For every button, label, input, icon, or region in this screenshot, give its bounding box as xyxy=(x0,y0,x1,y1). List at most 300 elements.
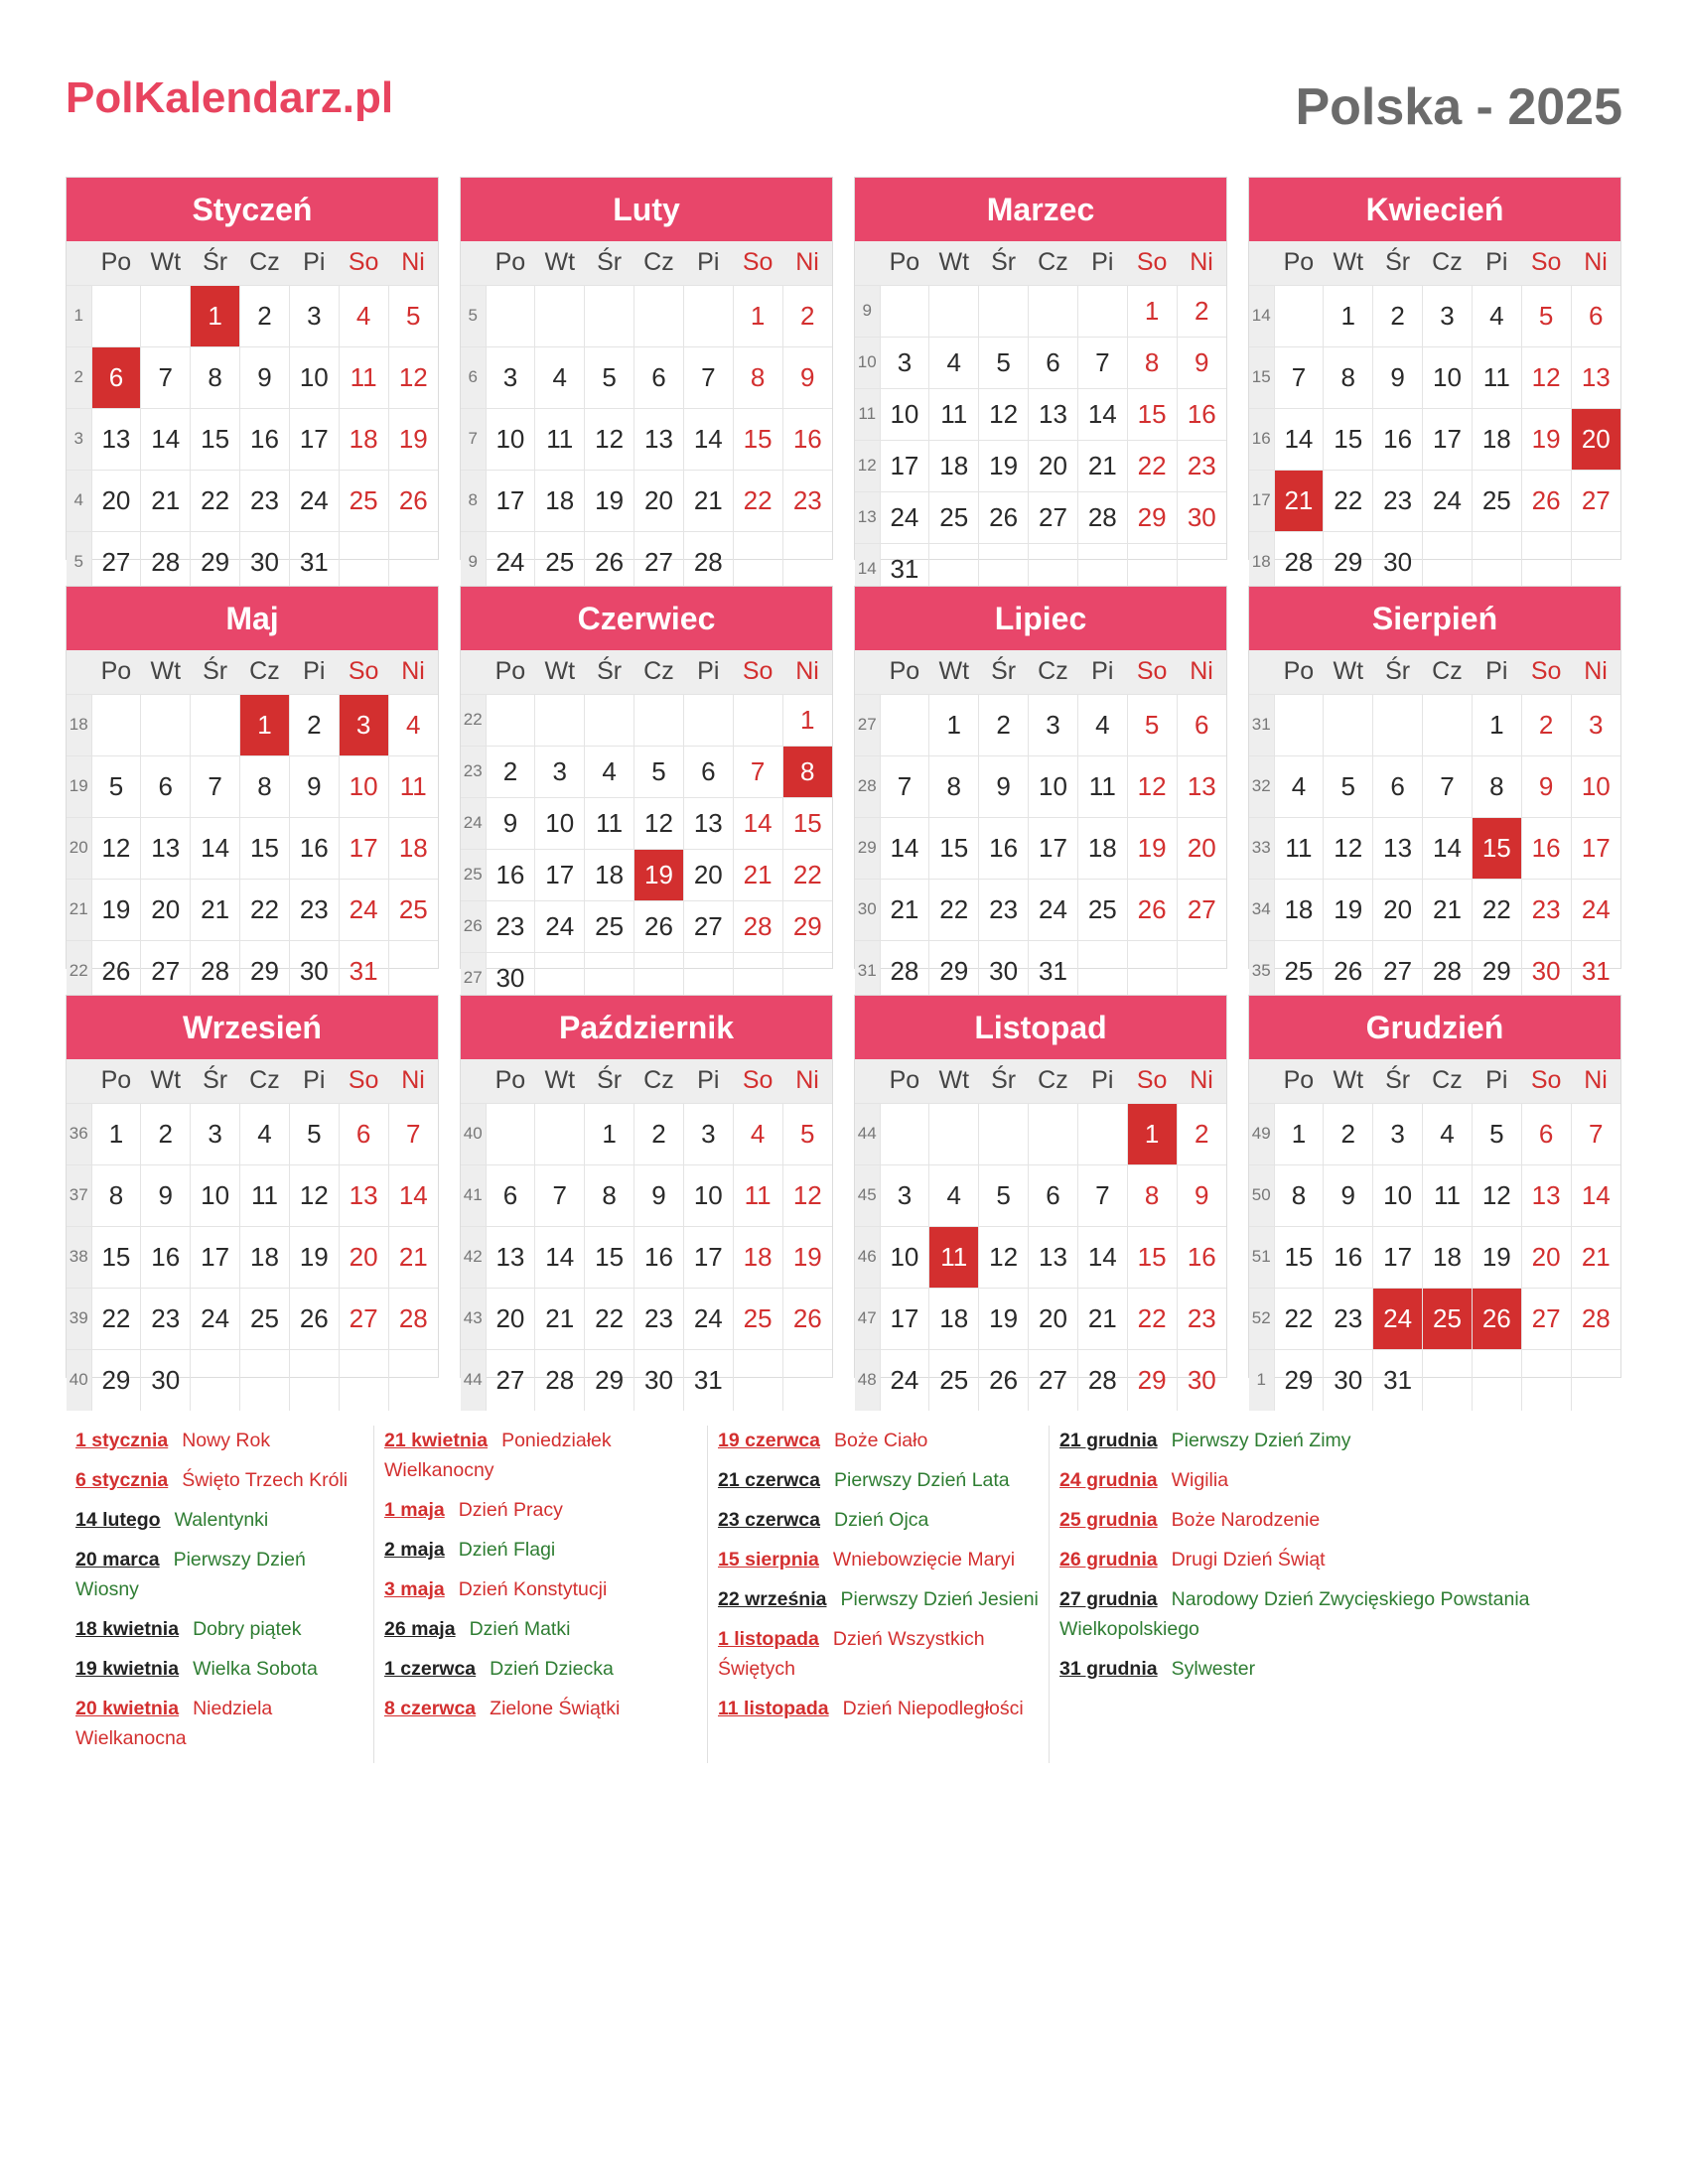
empty-day-cell xyxy=(1274,694,1324,755)
week-number: 20 xyxy=(67,817,91,879)
day-cell: 28 xyxy=(1571,1288,1620,1349)
week-number: 47 xyxy=(855,1288,880,1349)
day-cell: 19 xyxy=(289,1226,339,1288)
day-cell: 30 xyxy=(240,531,290,593)
week-row xyxy=(67,346,438,408)
week-number-header xyxy=(461,650,486,694)
day-cell: 11 xyxy=(1472,346,1521,408)
day-cell: 15 xyxy=(585,1226,634,1288)
day-cell: 13 xyxy=(1177,755,1226,817)
day-cell: 28 xyxy=(1423,940,1473,1002)
week-row xyxy=(1249,694,1620,755)
week-number: 5 xyxy=(461,285,486,346)
holiday-name: Dzień Wszystkich Świętych xyxy=(718,1628,985,1680)
weekday-label: Wt xyxy=(141,1059,191,1103)
day-cell: 20 xyxy=(141,879,191,940)
holiday-date-link[interactable]: 1 stycznia xyxy=(75,1430,169,1451)
day-cell: 30 xyxy=(634,1349,684,1411)
week-number: 25 xyxy=(461,849,486,900)
week-number: 21 xyxy=(67,879,91,940)
day-cell: 9 xyxy=(240,346,290,408)
day-cell: 28 xyxy=(733,900,782,952)
month-title: Kwiecień xyxy=(1249,178,1620,241)
holiday-column xyxy=(66,1426,373,1763)
day-cell: 13 xyxy=(486,1226,535,1288)
empty-day-cell xyxy=(634,694,684,746)
holiday-item xyxy=(384,1426,697,1485)
weekday-label: So xyxy=(339,650,388,694)
holiday-date-link[interactable]: 14 lutego xyxy=(75,1509,161,1531)
day-cell: 26 xyxy=(388,470,438,531)
week-row xyxy=(67,531,438,593)
week-row xyxy=(461,849,832,900)
day-cell: 4 xyxy=(535,346,585,408)
week-number: 11 xyxy=(855,388,880,440)
day-cell: 20 xyxy=(486,1288,535,1349)
day-cell: 12 xyxy=(979,1226,1029,1288)
day-cell: 12 xyxy=(388,346,438,408)
weekday-label: Śr xyxy=(1373,241,1423,285)
day-cell: 21 xyxy=(1077,1288,1127,1349)
week-row xyxy=(67,694,438,755)
empty-day-cell xyxy=(1571,531,1620,593)
weekday-label: Śr xyxy=(979,650,1029,694)
holiday-date-link[interactable]: 2 maja xyxy=(384,1539,445,1561)
week-row xyxy=(1249,1349,1620,1411)
day-cell: 27 xyxy=(486,1349,535,1411)
day-cell: 2 xyxy=(141,1103,191,1164)
day-cell: 15 xyxy=(191,408,240,470)
day-cell: 24 xyxy=(880,1349,929,1411)
empty-day-cell xyxy=(880,1103,929,1164)
empty-day-cell xyxy=(388,940,438,1002)
holiday-day-cell: 26 xyxy=(1472,1288,1521,1349)
day-cell: 22 xyxy=(929,879,979,940)
day-cell: 28 xyxy=(191,940,240,1002)
day-cell: 11 xyxy=(339,346,388,408)
holiday-date-link[interactable]: 11 listopada xyxy=(718,1698,829,1719)
day-cell: 11 xyxy=(1274,817,1324,879)
holiday-date-link[interactable]: 31 grudnia xyxy=(1059,1658,1158,1680)
day-cell: 23 xyxy=(486,900,535,952)
day-cell: 25 xyxy=(1274,940,1324,1002)
weekday-label: Wt xyxy=(535,1059,585,1103)
week-number-header xyxy=(67,241,91,285)
week-row xyxy=(855,337,1226,388)
weekday-label: Pi xyxy=(289,241,339,285)
day-cell: 15 xyxy=(929,817,979,879)
empty-day-cell xyxy=(1324,694,1373,755)
day-cell: 20 xyxy=(1029,1288,1078,1349)
day-cell: 18 xyxy=(1472,408,1521,470)
holiday-name: Pierwszy Dzień Lata xyxy=(834,1469,1010,1491)
weekday-label: Po xyxy=(1274,650,1324,694)
day-cell: 9 xyxy=(782,346,832,408)
day-cell: 2 xyxy=(1521,694,1571,755)
week-number: 28 xyxy=(855,755,880,817)
week-number: 34 xyxy=(1249,879,1274,940)
weekday-label: Po xyxy=(91,241,141,285)
month-day-grid xyxy=(855,241,1226,595)
week-row xyxy=(1249,346,1620,408)
week-number: 46 xyxy=(855,1226,880,1288)
day-cell: 14 xyxy=(1571,1164,1620,1226)
empty-day-cell xyxy=(1472,531,1521,593)
day-cell: 6 xyxy=(1177,694,1226,755)
holiday-item xyxy=(1059,1584,1585,1644)
week-number: 14 xyxy=(1249,285,1274,346)
week-number: 16 xyxy=(1249,408,1274,470)
day-cell: 29 xyxy=(585,1349,634,1411)
week-number: 50 xyxy=(1249,1164,1274,1226)
day-cell: 18 xyxy=(339,408,388,470)
holiday-date-link[interactable]: 3 maja xyxy=(384,1578,445,1600)
day-cell: 30 xyxy=(1521,940,1571,1002)
week-row xyxy=(855,1164,1226,1226)
holiday-item xyxy=(75,1505,363,1535)
day-cell: 30 xyxy=(1324,1349,1373,1411)
month-title: Wrzesień xyxy=(67,996,438,1059)
holiday-date-link[interactable]: 19 czerwca xyxy=(718,1430,820,1451)
holiday-day-cell: 8 xyxy=(782,746,832,797)
day-cell: 30 xyxy=(141,1349,191,1411)
day-cell: 21 xyxy=(535,1288,585,1349)
day-cell: 13 xyxy=(91,408,141,470)
day-cell: 31 xyxy=(683,1349,733,1411)
day-cell: 26 xyxy=(1521,470,1571,531)
day-cell: 10 xyxy=(191,1164,240,1226)
week-number: 3 xyxy=(67,408,91,470)
day-cell: 9 xyxy=(1177,1164,1226,1226)
holiday-date-link[interactable]: 23 czerwca xyxy=(718,1509,820,1531)
holiday-date-link[interactable]: 1 listopada xyxy=(718,1628,819,1650)
day-cell: 20 xyxy=(91,470,141,531)
empty-day-cell xyxy=(1472,1349,1521,1411)
holiday-date-link[interactable]: 20 marca xyxy=(75,1549,160,1570)
day-cell: 25 xyxy=(240,1288,290,1349)
holiday-column xyxy=(1049,1426,1595,1763)
holiday-date-link[interactable]: 21 grudnia xyxy=(1059,1430,1158,1451)
holiday-item xyxy=(75,1694,363,1753)
weekday-label: So xyxy=(1127,241,1177,285)
holiday-date-link[interactable]: 15 sierpnia xyxy=(718,1549,819,1570)
holiday-date-link[interactable]: 26 maja xyxy=(384,1618,456,1640)
day-cell: 14 xyxy=(733,797,782,849)
weekday-label: Cz xyxy=(634,1059,684,1103)
week-row xyxy=(1249,1164,1620,1226)
empty-day-cell xyxy=(733,1349,782,1411)
day-cell: 3 xyxy=(880,1164,929,1226)
holiday-item xyxy=(1059,1654,1585,1684)
day-cell: 16 xyxy=(486,849,535,900)
day-cell: 18 xyxy=(585,849,634,900)
holiday-item xyxy=(1059,1545,1585,1574)
week-row xyxy=(67,817,438,879)
day-cell: 7 xyxy=(1077,1164,1127,1226)
empty-day-cell xyxy=(91,694,141,755)
day-cell: 9 xyxy=(1177,337,1226,388)
day-cell: 7 xyxy=(683,346,733,408)
month-title: Październik xyxy=(461,996,832,1059)
day-cell: 20 xyxy=(1177,817,1226,879)
day-cell: 26 xyxy=(979,491,1029,543)
day-cell: 28 xyxy=(880,940,929,1002)
week-number-header xyxy=(855,241,880,285)
month-title: Lipiec xyxy=(855,587,1226,650)
holiday-date-link[interactable]: 1 maja xyxy=(384,1499,445,1521)
empty-day-cell xyxy=(683,285,733,346)
day-cell: 22 xyxy=(1324,470,1373,531)
weekday-label: Śr xyxy=(1373,1059,1423,1103)
day-cell: 21 xyxy=(1423,879,1473,940)
week-number: 42 xyxy=(461,1226,486,1288)
week-number: 49 xyxy=(1249,1103,1274,1164)
day-cell: 15 xyxy=(1324,408,1373,470)
weekday-label: Wt xyxy=(141,241,191,285)
day-cell: 4 xyxy=(1077,694,1127,755)
day-cell: 22 xyxy=(91,1288,141,1349)
week-row xyxy=(461,900,832,952)
day-cell: 17 xyxy=(339,817,388,879)
weekday-label: Wt xyxy=(535,650,585,694)
holiday-item xyxy=(718,1545,1039,1574)
week-number: 44 xyxy=(855,1103,880,1164)
empty-day-cell xyxy=(486,1103,535,1164)
weekday-label: So xyxy=(339,1059,388,1103)
month-day-grid xyxy=(67,650,438,1002)
day-cell: 27 xyxy=(634,531,684,593)
week-number: 26 xyxy=(461,900,486,952)
month-title: Sierpień xyxy=(1249,587,1620,650)
day-cell: 16 xyxy=(979,817,1029,879)
empty-day-cell xyxy=(1029,1103,1078,1164)
day-cell: 3 xyxy=(1029,694,1078,755)
weekday-label: Śr xyxy=(191,1059,240,1103)
holiday-date-link[interactable]: 8 czerwca xyxy=(384,1698,477,1719)
holiday-name: Poniedziałek Wielkanocny xyxy=(384,1430,612,1481)
week-row xyxy=(461,1349,832,1411)
holiday-list xyxy=(66,1426,1595,1763)
day-cell: 9 xyxy=(1373,346,1423,408)
day-cell: 30 xyxy=(289,940,339,1002)
empty-day-cell xyxy=(1521,1349,1571,1411)
day-cell: 5 xyxy=(1521,285,1571,346)
day-cell: 18 xyxy=(1274,879,1324,940)
empty-day-cell xyxy=(929,1103,979,1164)
day-cell: 31 xyxy=(1571,940,1620,1002)
week-number: 18 xyxy=(67,694,91,755)
empty-day-cell xyxy=(535,1103,585,1164)
day-cell: 5 xyxy=(634,746,684,797)
month-calendar xyxy=(1248,995,1621,1395)
holiday-item xyxy=(75,1614,363,1644)
day-cell: 22 xyxy=(782,849,832,900)
day-cell: 10 xyxy=(1373,1164,1423,1226)
month-calendar xyxy=(854,995,1227,1395)
week-number: 27 xyxy=(461,952,486,1004)
month-day-grid xyxy=(855,650,1226,1002)
holiday-column xyxy=(707,1426,1049,1763)
day-cell: 28 xyxy=(1077,491,1127,543)
month-calendar xyxy=(460,586,833,993)
holiday-day-cell: 21 xyxy=(1274,470,1324,531)
day-cell: 18 xyxy=(733,1226,782,1288)
weekday-label: Po xyxy=(1274,241,1324,285)
week-number: 37 xyxy=(67,1164,91,1226)
day-cell: 23 xyxy=(1373,470,1423,531)
week-row xyxy=(1249,1103,1620,1164)
week-number: 43 xyxy=(461,1288,486,1349)
week-row xyxy=(461,746,832,797)
day-cell: 22 xyxy=(1274,1288,1324,1349)
week-number: 23 xyxy=(461,746,486,797)
empty-day-cell xyxy=(240,1349,290,1411)
month-day-grid xyxy=(461,650,832,1004)
holiday-date-link[interactable]: 21 czerwca xyxy=(718,1469,820,1491)
day-cell: 4 xyxy=(733,1103,782,1164)
day-cell: 2 xyxy=(1177,1103,1226,1164)
day-cell: 26 xyxy=(979,1349,1029,1411)
holiday-name: Dzień Dziecka xyxy=(490,1658,614,1680)
empty-day-cell xyxy=(979,1103,1029,1164)
site-logo[interactable]: PolKalendarz.pl xyxy=(66,73,394,122)
week-row xyxy=(67,1288,438,1349)
day-cell: 3 xyxy=(289,285,339,346)
day-cell: 17 xyxy=(1571,817,1620,879)
day-cell: 21 xyxy=(1571,1226,1620,1288)
holiday-date-link[interactable]: 19 kwietnia xyxy=(75,1658,180,1680)
week-number: 52 xyxy=(1249,1288,1274,1349)
holiday-date-link[interactable]: 20 kwietnia xyxy=(75,1698,180,1719)
holiday-date-link[interactable]: 18 kwietnia xyxy=(75,1618,180,1640)
holiday-name: Pierwszy Dzień Wiosny xyxy=(75,1549,306,1600)
empty-day-cell xyxy=(1177,940,1226,1002)
day-cell: 28 xyxy=(141,531,191,593)
empty-day-cell xyxy=(683,694,733,746)
day-cell: 15 xyxy=(1274,1226,1324,1288)
weekday-label: Wt xyxy=(929,241,979,285)
week-number: 22 xyxy=(461,694,486,746)
month-title: Grudzień xyxy=(1249,996,1620,1059)
holiday-date-link[interactable]: 22 września xyxy=(718,1588,827,1610)
week-number: 9 xyxy=(461,531,486,593)
holiday-date-link[interactable]: 26 grudnia xyxy=(1059,1549,1158,1570)
day-cell: 6 xyxy=(1521,1103,1571,1164)
day-cell: 7 xyxy=(535,1164,585,1226)
week-number: 41 xyxy=(461,1164,486,1226)
weekday-label: Ni xyxy=(782,241,832,285)
week-number-header xyxy=(1249,1059,1274,1103)
empty-day-cell xyxy=(141,285,191,346)
day-cell: 3 xyxy=(486,346,535,408)
week-row xyxy=(461,1288,832,1349)
day-cell: 22 xyxy=(240,879,290,940)
day-cell: 17 xyxy=(880,1288,929,1349)
weekday-label: Śr xyxy=(585,1059,634,1103)
day-cell: 7 xyxy=(191,755,240,817)
day-cell: 24 xyxy=(191,1288,240,1349)
weekday-label: Cz xyxy=(1029,1059,1078,1103)
week-row xyxy=(855,879,1226,940)
empty-day-cell xyxy=(782,1349,832,1411)
day-cell: 20 xyxy=(1029,440,1078,491)
week-row xyxy=(1249,940,1620,1002)
week-row xyxy=(1249,531,1620,593)
weekday-label: Po xyxy=(1274,1059,1324,1103)
holiday-date-link[interactable]: 25 grudnia xyxy=(1059,1509,1158,1531)
day-cell: 6 xyxy=(1029,337,1078,388)
weekday-label: Pi xyxy=(289,1059,339,1103)
day-cell: 14 xyxy=(388,1164,438,1226)
holiday-date-link[interactable]: 1 czerwca xyxy=(384,1658,477,1680)
day-cell: 14 xyxy=(683,408,733,470)
day-cell: 26 xyxy=(782,1288,832,1349)
day-cell: 28 xyxy=(1274,531,1324,593)
day-cell: 11 xyxy=(535,408,585,470)
day-cell: 18 xyxy=(240,1226,290,1288)
holiday-item xyxy=(384,1574,697,1604)
empty-day-cell xyxy=(1423,694,1473,755)
day-cell: 21 xyxy=(880,879,929,940)
day-cell: 28 xyxy=(535,1349,585,1411)
day-cell: 24 xyxy=(1029,879,1078,940)
day-cell: 2 xyxy=(1177,285,1226,337)
month-day-grid xyxy=(1249,650,1620,1002)
day-cell: 5 xyxy=(289,1103,339,1164)
day-cell: 6 xyxy=(339,1103,388,1164)
day-cell: 14 xyxy=(141,408,191,470)
month-day-grid xyxy=(855,1059,1226,1411)
weekday-label: Cz xyxy=(1423,650,1473,694)
week-number: 4 xyxy=(67,470,91,531)
day-cell: 29 xyxy=(782,900,832,952)
week-number: 6 xyxy=(461,346,486,408)
day-cell: 23 xyxy=(782,470,832,531)
day-cell: 21 xyxy=(388,1226,438,1288)
holiday-date-link[interactable]: 21 kwietnia xyxy=(384,1430,489,1451)
holiday-date-link[interactable]: 24 grudnia xyxy=(1059,1469,1158,1491)
holiday-name: Dzień Flagi xyxy=(458,1539,556,1561)
day-cell: 29 xyxy=(1324,531,1373,593)
holiday-item xyxy=(1059,1465,1585,1495)
day-cell: 19 xyxy=(1472,1226,1521,1288)
day-cell: 2 xyxy=(782,285,832,346)
day-cell: 27 xyxy=(1029,1349,1078,1411)
day-cell: 26 xyxy=(634,900,684,952)
day-cell: 2 xyxy=(240,285,290,346)
day-cell: 4 xyxy=(388,694,438,755)
day-cell: 3 xyxy=(191,1103,240,1164)
day-cell: 2 xyxy=(289,694,339,755)
holiday-date-link[interactable]: 6 stycznia xyxy=(75,1469,169,1491)
day-cell: 4 xyxy=(1423,1103,1473,1164)
day-cell: 5 xyxy=(979,337,1029,388)
holiday-item xyxy=(384,1694,697,1723)
day-cell: 10 xyxy=(1423,346,1473,408)
day-cell: 12 xyxy=(585,408,634,470)
day-cell: 18 xyxy=(535,470,585,531)
week-row xyxy=(67,1103,438,1164)
day-cell: 14 xyxy=(1423,817,1473,879)
week-row xyxy=(461,797,832,849)
holiday-date-link[interactable]: 27 grudnia xyxy=(1059,1588,1158,1610)
month-calendar xyxy=(66,586,439,986)
weekday-label: So xyxy=(733,650,782,694)
day-cell: 5 xyxy=(1472,1103,1521,1164)
weekday-label: Pi xyxy=(1472,650,1521,694)
day-cell: 7 xyxy=(1423,755,1473,817)
week-row xyxy=(461,346,832,408)
